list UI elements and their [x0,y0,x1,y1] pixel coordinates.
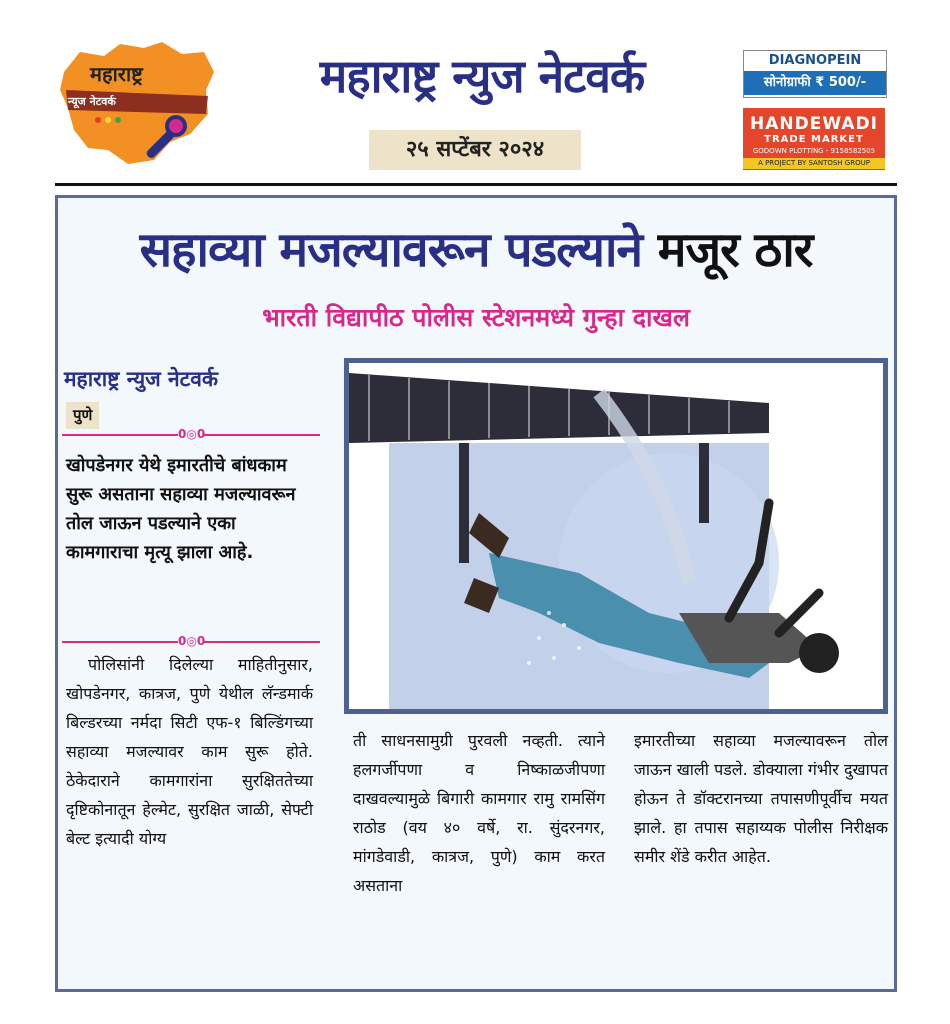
brand-logo [58,38,218,170]
headline-part-1: सहाव्या मजल्यावरून पडल्याने [139,222,643,278]
ad-diagnopein-offer: सोनोग्राफी ₹ 500/- [744,71,886,95]
body-column-3: इमारतीच्या सहाव्या मजल्यावरून तोल जाऊन खाली पडले. डोक्याला गंभीर दुखापत होऊन ते डॉक्टरानच्या तपासणीपूर्वीच मयत झाले. हा तपास सहाय्यक पोलीस निरीक्षक समीर शेंडे करीत आहेत. [634,731,888,866]
headline-part-2: मजूर ठार [657,222,813,278]
ad-diagnopein[interactable] [743,50,887,98]
ad-handewadi[interactable] [743,108,885,170]
subheadline: भारती विद्यापीठ पोलीस स्टेशनमध्ये गुन्हा दाखल [262,303,690,332]
ad-handewadi-tagline: A PROJECT BY SANTOSH GROUP [743,158,885,169]
logo-line-1: महाराष्ट्र [90,62,143,86]
issue-date: २५ सप्टेंबर २०२४ [369,130,581,170]
falling-worker-illustration [344,358,888,714]
divider-bottom [62,634,320,648]
byline: महाराष्ट्र न्युज नेटवर्क [64,367,219,391]
lead-paragraph: खोपडेनगर येथे इमारतीचे बांधकाम सुरू असताना सहाव्या मजल्यावरून तोल जाऊन पडल्याने एका कामगाराचा मृत्यू झाला आहे. [66,455,296,563]
ad-diagnopein-name: DIAGNOPEIN [768,53,862,68]
body-column-2: ती साधनसामुग्री पुरवली नव्हती. त्याने हलगर्जीपणा व निष्काळजीपणा दाखवल्यामुळे बिगारी कामगार रामु रामसिंग राठोड (वय ४० वर्षे, रा. सुंदरनगर, मांगडेवाडी, कात्रज, पुणे) काम करत असताना [353,731,605,895]
masthead-title: महाराष्ट्र न्युज नेटवर्क [319,49,645,103]
divider-top [62,427,320,441]
dateline-place: पुणे [66,402,99,429]
ornament-icon: 0◎0 [178,634,206,648]
ad-handewadi-sub: TRADE MARKET [764,134,864,145]
body-column-1: पोलिसांनी दिलेल्या माहितीनुसार, खोपडेनगर, कात्रज, पुणे येथील लॅन्डमार्क बिल्डरच्या नर्मदा सिटी एफ-१ बिल्डिंगच्या सहाव्या मजल्यावर काम सुरू होते. ठेकेदाराने कामगारांना सुरक्षिततेच्या दृष्टिकोनातून हेल्मेट, सुरक्षित जाळी, सेफ्टी बेल्ट इत्यादी योग्य [66,655,313,848]
headline [60,216,892,281]
ad-handewadi-detail: GODOWN PLOTTING - 9158582505 [752,147,876,155]
header-rule [55,183,897,186]
ornament-icon: 0◎0 [178,427,206,441]
ad-handewadi-name: HANDEWADI [750,114,878,134]
logo-line-2: न्यूज नेटवर्क [68,95,116,108]
